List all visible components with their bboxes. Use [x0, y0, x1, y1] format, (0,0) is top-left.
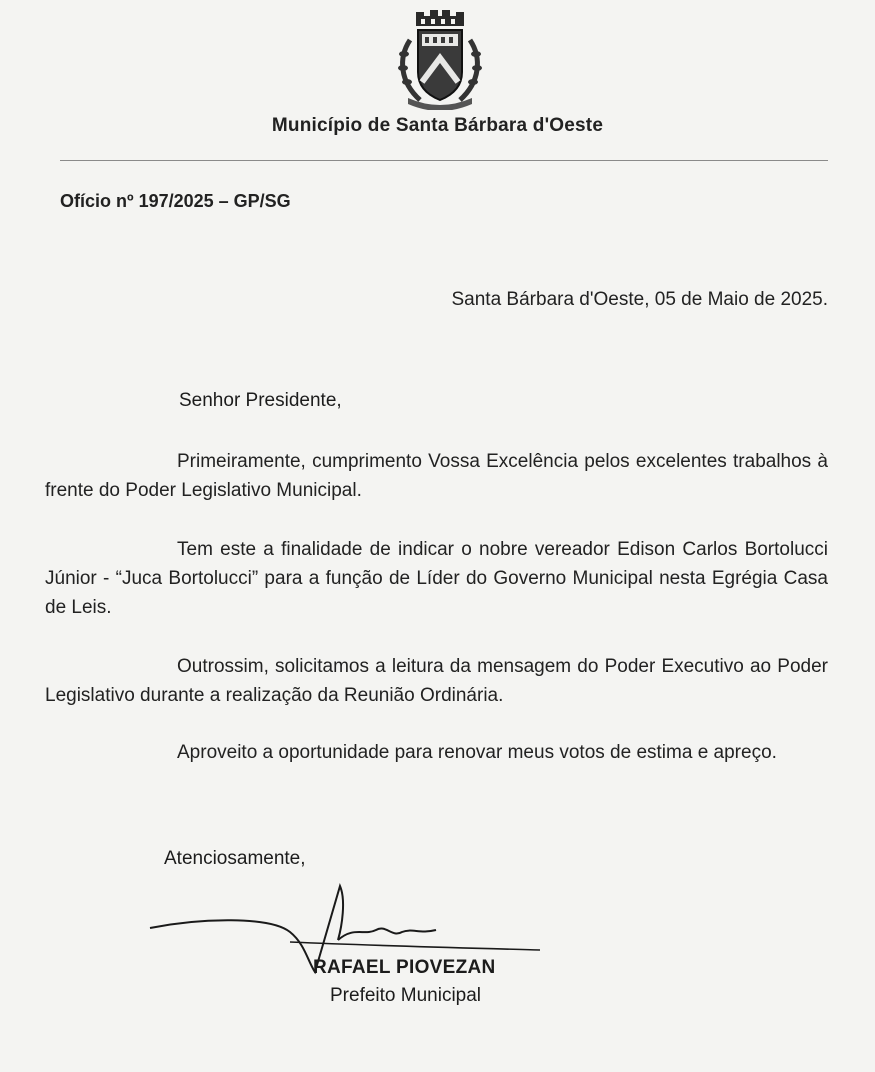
body-paragraph: Primeiramente, cumprimento Vossa Excelência pelos excelentes trabalhos à frente do Poder Legislativo Municipal.: [45, 451, 828, 501]
body-paragraph: Outrossim, solicitamos a leitura da mensagem do Poder Executivo ao Poder Legislativo durante a realização da Reunião Ordinária.: [45, 656, 828, 706]
salutation: Senhor Presidente,: [179, 390, 342, 411]
municipal-coat-of-arms-icon: [394, 10, 486, 110]
body-paragraph: Aproveito a oportunidade para renovar meus votos de estima e apreço.: [177, 742, 777, 763]
closing-line: Atenciosamente,: [164, 848, 306, 869]
signatory-name: RAFAEL PIOVEZAN: [313, 957, 496, 978]
municipality-name: Município de Santa Bárbara d'Oeste: [271, 115, 604, 136]
body-paragraph: Tem este a finalidade de indicar o nobre vereador Edison Carlos Bortolucci Júnior - “Juca Bortolucci” para a função de Líder do Governo Municipal nesta Egrégia Casa de Leis.: [45, 539, 828, 618]
header-divider: [60, 160, 828, 161]
date-line: Santa Bárbara d'Oeste, 05 de Maio de 2025.: [451, 289, 828, 310]
document-reference: Ofício nº 197/2025 – GP/SG: [60, 191, 291, 211]
signatory-title: Prefeito Municipal: [330, 985, 482, 1006]
